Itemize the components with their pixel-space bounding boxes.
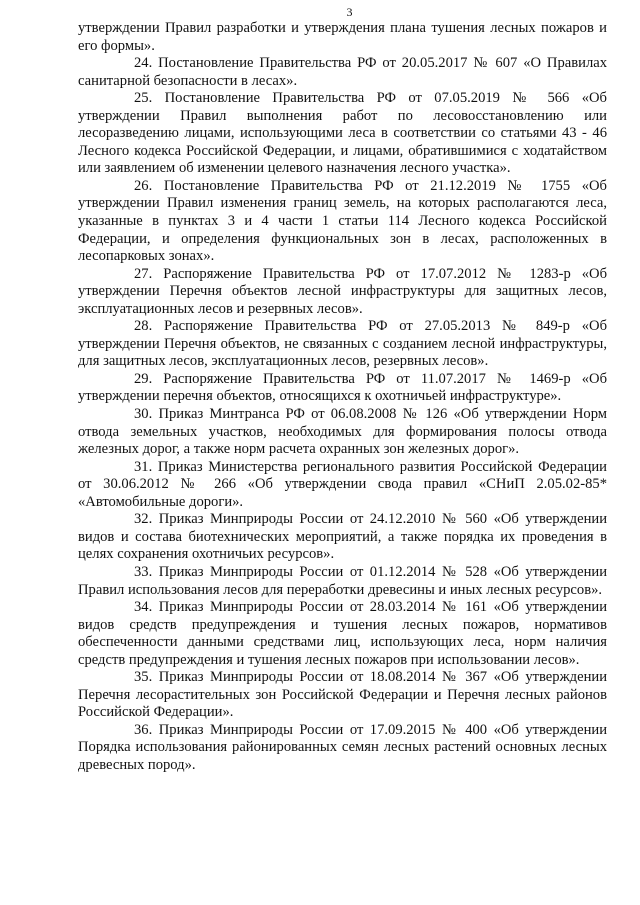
list-item-27: 27. Распоряжение Правительства РФ от 17.07.2012 № 1283-р «Об утверждении Перечня объектов лесной инфраструктуры для защитных лесов, эксплуатационных лесов и резервных лесов».: [78, 265, 607, 317]
list-item-26: 26. Постановление Правительства РФ от 21.12.2019 № 1755 «Об утверждении Правил изменения границ земель, на которых располагаются леса, указанные в пунктах 3 и 4 части 1 статьи 114 Лесного кодекса Российской Федерации, и определения функциональных зон в лесах, расположенных в лесопарковых зонах».: [78, 177, 607, 265]
list-item-31: 31. Приказ Министерства регионального развития Российской Федерации от 30.06.2012 № 266 «Об утверждении свода правил «СНиП 2.05.02-85* «Автомобильные дороги».: [78, 458, 607, 510]
list-item-25: 25. Постановление Правительства РФ от 07.05.2019 № 566 «Об утверждении Правил выполнения работ по лесовосстановлению или лесоразведению лицами, использующими леса в соответствии со статьями 43 - 46 Лесного кодекса Российской Федерации, и лицами, обратившимися с ходатайством или заявлением об изменении целевого назначения лесного участка».: [78, 90, 607, 177]
paragraph-continuation: утверждении Правил разработки и утверждения плана тушения лесных пожаров и его формы».: [78, 20, 607, 54]
list-item-33: 33. Приказ Минприроды России от 01.12.2014 № 528 «Об утверждении Правил использования лесов для переработки древесины и иных лесных ресурсов».: [78, 563, 607, 598]
list-item-30: 30. Приказ Минтранса РФ от 06.08.2008 № 126 «Об утверждении Норм отвода земельных участков, необходимых для формирования полосы отвода железных дорог, а также норм расчета охранных зон железных дорог».: [78, 406, 607, 458]
list-item-35: 35. Приказ Минприроды России от 18.08.2014 № 367 «Об утверждении Перечня лесорастительных зон Российской Федерации и Перечня лесных районов Российской Федерации».: [78, 669, 607, 721]
list-item-36: 36. Приказ Минприроды России от 17.09.2015 № 400 «Об утверждении Порядка использования районированных семян лесных растений основных лесных древесных пород».: [78, 721, 607, 773]
page-number: 3: [346, 5, 353, 19]
list-item-32: 32. Приказ Минприроды России от 24.12.2010 № 560 «Об утверждении видов и состава биотехнических мероприятий, а также порядка их проведения в целях сохранения охотничьих ресурсов».: [78, 511, 607, 563]
list-item-29: 29. Распоряжение Правительства РФ от 11.07.2017 № 1469-р «Об утверждении перечня объектов, относящихся к охотничьей инфраструктуре».: [78, 370, 607, 405]
list-item-34: 34. Приказ Минприроды России от 28.03.2014 № 161 «Об утверждении видов средств предупреждения и тушения лесных пожаров, нормативов обеспеченности данными средствами лиц, использующих леса, норм наличия средств предупреждения и тушения лесных пожаров при использовании лесов».: [78, 599, 607, 668]
list-item-28: 28. Распоряжение Правительства РФ от 27.05.2013 № 849-р «Об утверждении Перечня объектов, не связанных с созданием лесной инфраструктуры, для защитных лесов, эксплуатационных лесов, резервных лесов».: [78, 318, 607, 370]
list-item-24: 24. Постановление Правительства РФ от 20.05.2017 № 607 «О Правилах санитарной безопасности в лесах».: [78, 55, 607, 89]
